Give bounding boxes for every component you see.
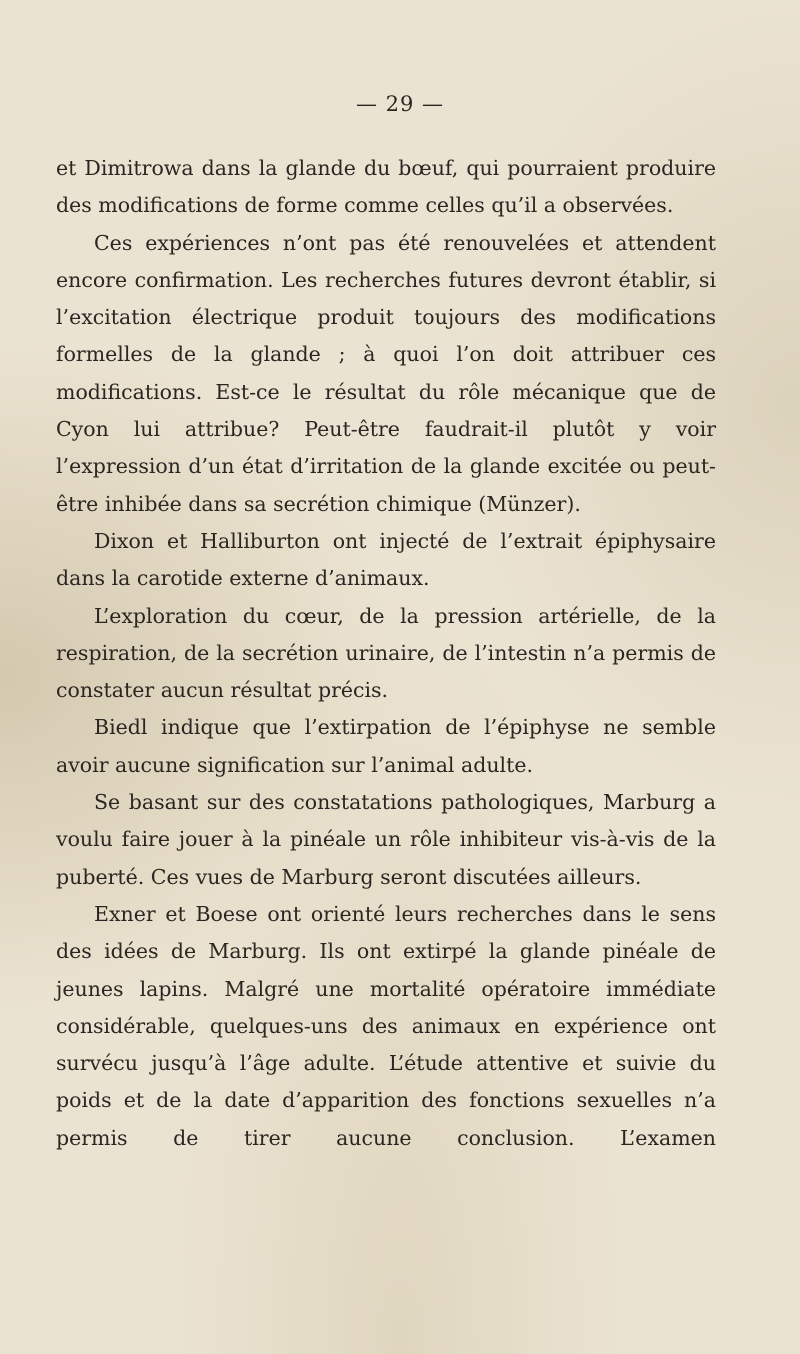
paragraph-marburg: Se basant sur des constatations pathologiques, Marburg a voulu faire jouer à la pinéale un rôle inhibiteur vis-à-vis de la puberté. Ces vues de Marburg seront discutées ailleurs.: [56, 790, 716, 889]
paragraph-experiences: Ces expériences n’ont pas été renouvelées et attendent encore confirmation. Les recherches futures devront établir, si l’excitation électrique produit toujours des modifications formelles de la glande ; à quoi l’on doit attribuer ces modifications. Est-ce le résultat du rôle mécanique que de Cyon lui attribue? Peut-être faudrait-il plutôt y voir l’expression d’un état d’irritation de la glande excitée ou peut-être inhibée dans sa secrétion chimique (Münzer).: [56, 230, 716, 516]
paragraph-dixon-halliburton: Dixon et Halliburton ont injecté de l’extrait épiphysaire dans la carotide externe d’animaux.: [56, 528, 716, 591]
paragraph-exner-boese: Exner et Boese ont orienté leurs recherches dans le sens des idées de Marburg. Ils ont extirpé la glande pinéale de jeunes lapins. Malgré une mortalité opératoire immédiate considérable, quelques-uns des animaux en expérience ont survécu jusqu’à l’âge adulte. L’étude attentive et suivie du poids et de la date d’apparition des fonctions sexuelles n’a permis de tirer aucune conclusion. L’examen: [56, 901, 716, 1150]
paragraph-continuation: et Dimitrowa dans la glande du bœuf, qui pourraient produire des modifications de forme comme celles qu’il a observées.: [56, 156, 716, 218]
body-text: [56, 150, 716, 1157]
page-number: — 29 —: [355, 92, 445, 116]
paragraph-biedl: Biedl indique que l’extirpation de l’épiphyse ne semble avoir aucune signification sur l’animal adulte.: [56, 715, 716, 777]
paragraph-exploration: L’exploration du cœur, de la pression artérielle, de la respiration, de la secrétion urinaire, de l’intestin n’a permis de constater aucun résultat précis.: [56, 603, 716, 703]
